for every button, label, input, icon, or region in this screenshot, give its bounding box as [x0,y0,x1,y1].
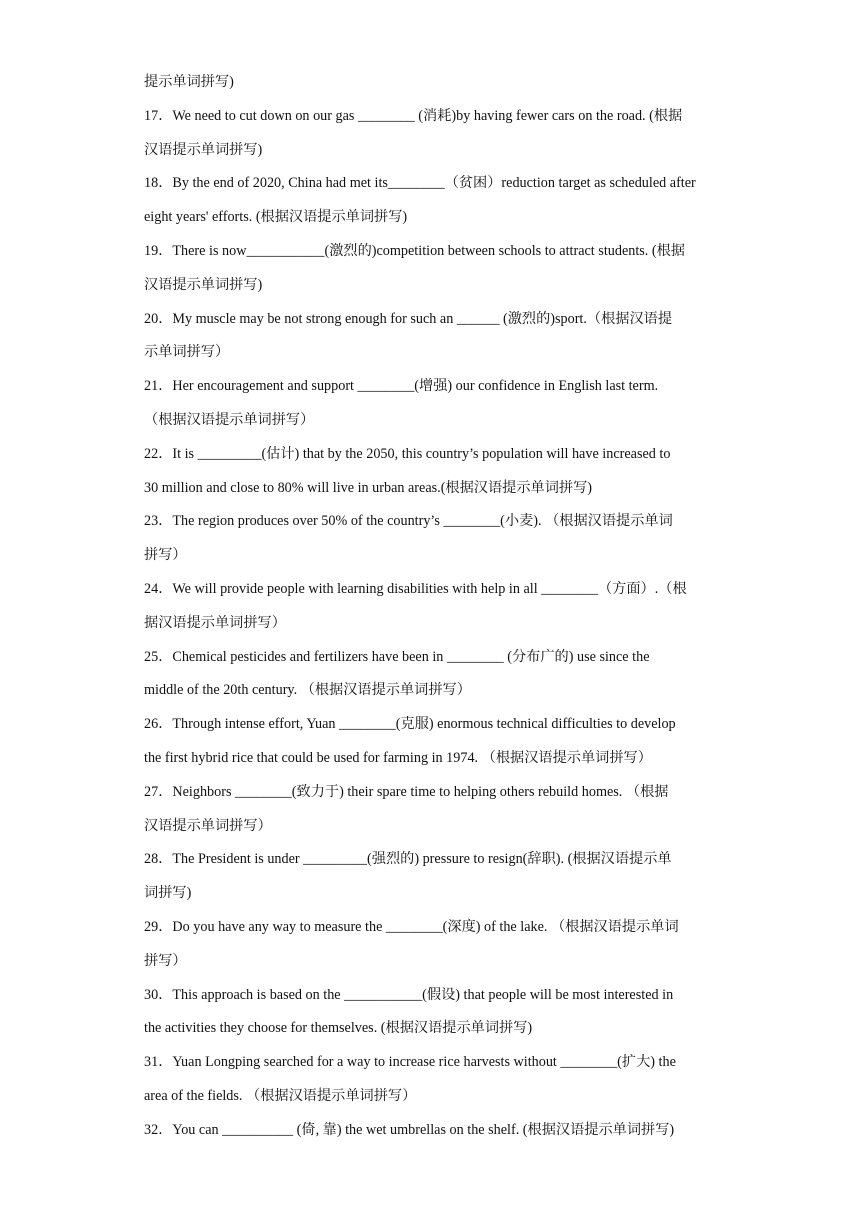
question-23-line-2: 拼写） [144,547,187,564]
question-26-line-2: the first hybrid rice that could be used for farming in 1974. （根据汉语提示单词拼写） [144,749,652,766]
question-25-line-2: middle of the 20th century. （根据汉语提示单词拼写） [144,682,471,699]
question-20-line-1: 20．My muscle may be not strong enough for such an ______ (激烈的)sport.（根据汉语提 [144,310,673,327]
question-23-line-1: 23．The region produces over 50% of the country’s ________(小麦). （根据汉语提示单词 [144,513,673,530]
question-28-line-2: 词拼写) [144,885,192,902]
question-29-line-1: 29．Do you have any way to measure the ________(深度) of the lake. （根据汉语提示单词 [144,918,679,935]
question-18-line-1: 18．By the end of 2020, China had met its________（贫困）reduction target as scheduled after [144,175,696,192]
question-28-line-1: 28．The President is under _________(强烈的) pressure to resign(辞职). (根据汉语提示单 [144,851,672,868]
question-30-line-2: the activities they choose for themselves. (根据汉语提示单词拼写) [144,1020,533,1037]
question-32-line-1: 32．You can __________ (倚, 靠) the wet umbrellas on the shelf. (根据汉语提示单词拼写) [144,1121,675,1138]
question-26-line-1: 26．Through intense effort, Yuan ________(克服) enormous technical difficulties to develop [144,716,676,733]
question-21-line-1: 21．Her encouragement and support ________(增强) our confidence in English last term. [144,378,659,395]
question-31-line-2: area of the fields. （根据汉语提示单词拼写） [144,1087,417,1104]
exercise-text [144,66,718,1148]
question-24-line-1: 24．We will provide people with learning disabilities with help in all ________（方面）.（根 [144,580,687,597]
question-31-line-1: 31．Yuan Longping searched for a way to increase rice harvests without ________(扩大) the [144,1054,676,1071]
question-20-line-2: 示单词拼写） [144,344,230,361]
question-22-line-1: 22．It is _________(估计) that by the 2050, this country’s population will have increased to [144,445,671,462]
question-17-line-2: 汉语提示单词拼写) [144,141,263,158]
question-22-line-2: 30 million and close to 80% will live in urban areas.(根据汉语提示单词拼写) [144,479,593,496]
question-21-line-2: （根据汉语提示单词拼写） [144,411,315,428]
text-line-continuation-16: 提示单词拼写) [144,74,234,90]
question-30-line-1: 30．This approach is based on the ___________(假设) that people will be most interested in [144,986,674,1003]
question-27-line-2: 汉语提示单词拼写） [144,817,272,834]
question-17-line-1: 17．We need to cut down on our gas ________ (消耗)by having fewer cars on the road. (根据 [144,107,683,124]
question-18-line-2: eight years' efforts. (根据汉语提示单词拼写) [144,209,408,226]
question-29-line-2: 拼写） [144,952,187,969]
question-19-line-2: 汉语提示单词拼写) [144,276,263,293]
question-19-line-1: 19．There is now___________(激烈的)competition between schools to attract students. (根据 [144,242,685,259]
question-27-line-1: 27．Neighbors ________(致力于) their spare time to helping others rebuild homes. （根据 [144,783,669,800]
question-25-line-1: 25．Chemical pesticides and fertilizers have been in ________ (分布广的) use since the [144,648,650,665]
question-24-line-2: 据汉语提示单词拼写） [144,614,286,631]
